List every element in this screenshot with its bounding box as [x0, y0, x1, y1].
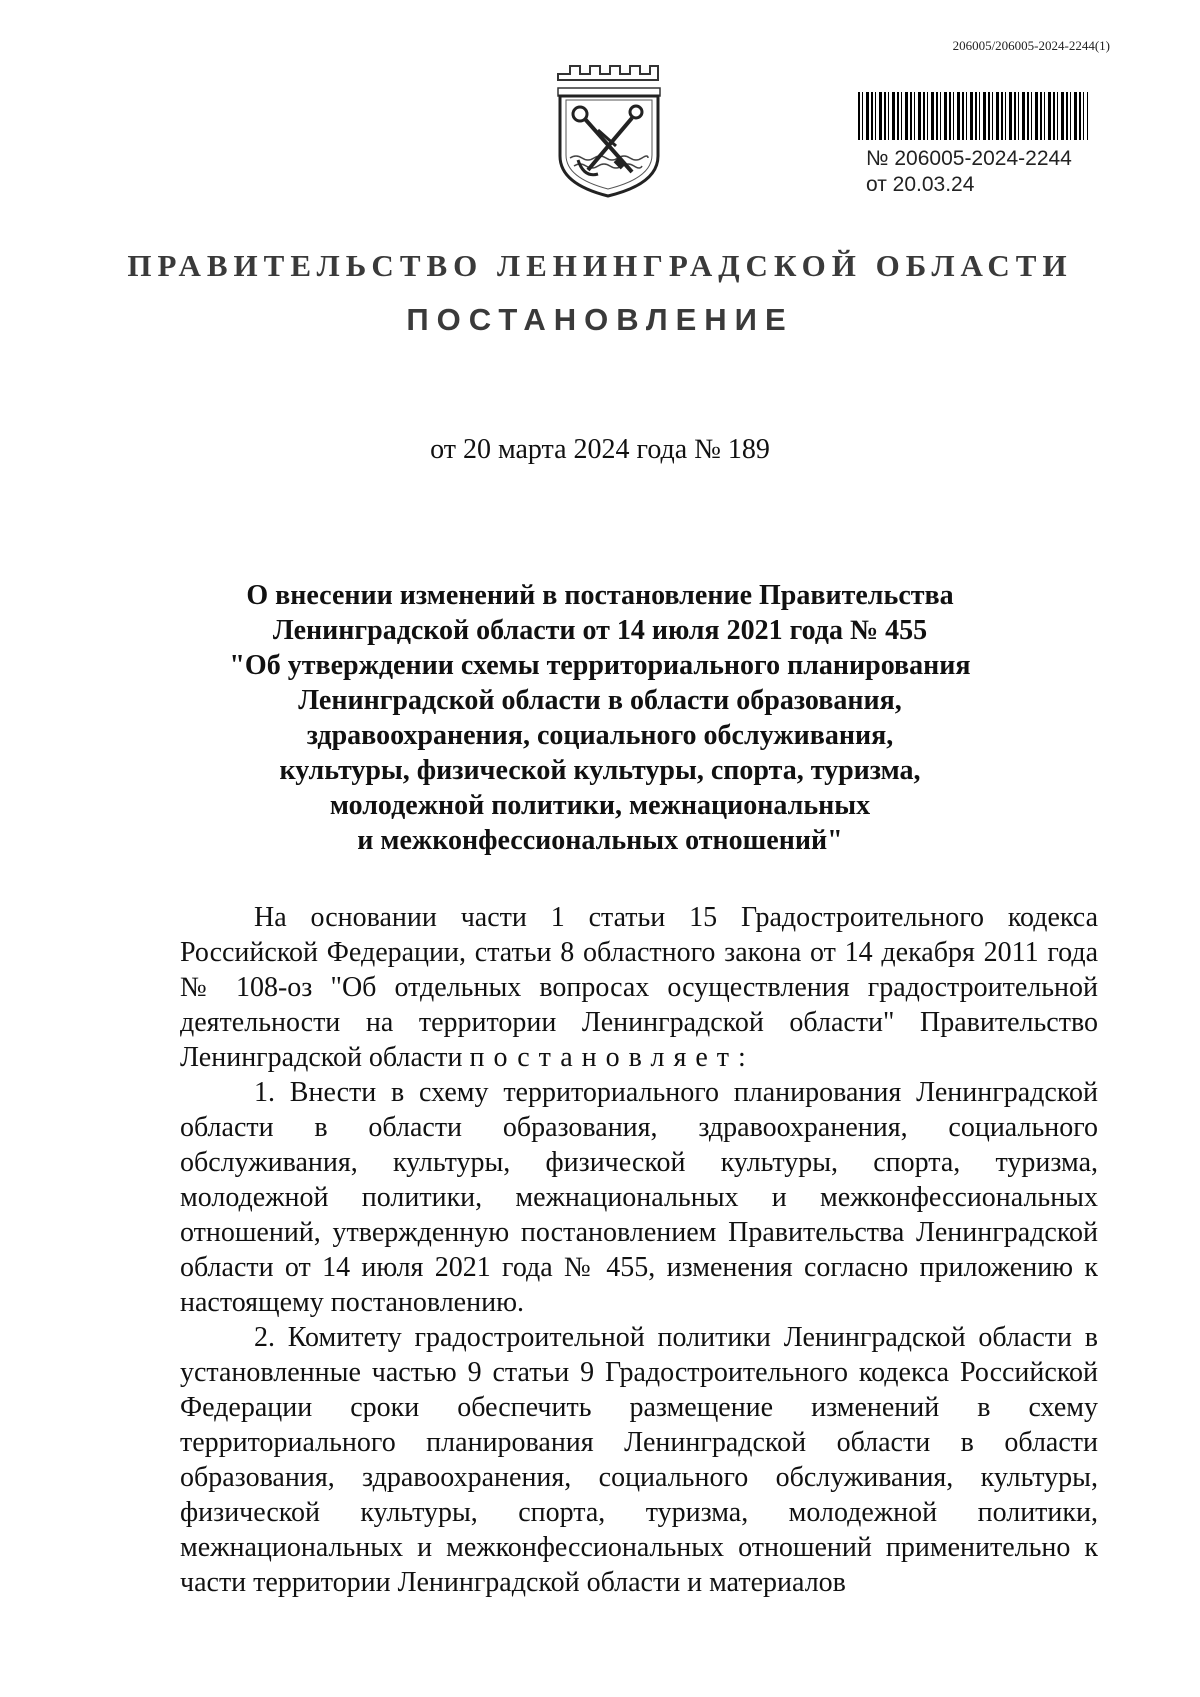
decree-body	[180, 900, 1098, 1600]
subject-line: и межконфессиональных отношений"	[357, 825, 843, 856]
document-id: 206005/206005-2024-2244(1)	[952, 38, 1110, 53]
decree-date: от 20 марта 2024 года № 189	[430, 434, 770, 465]
resolves-word: постановляет:	[469, 1042, 755, 1073]
subject-line: О внесении изменений в постановление Правительства	[246, 580, 954, 611]
preamble-text: На основании части 1 статьи 15 Градостроительного кодекса Российской Федерации, статьи 8 областного закона от 14 декабря 2011 года № 108-оз "Об отдельных вопросах осуществления градостроительной деятельности на территории Ленинградской области" Правительство Ленинградской области	[180, 902, 1098, 1073]
item-2-paragraph: 2. Комитету градостроительной политики Ленинградской области в установленные частью 9 статьи 9 Градостроительного кодекса Российской Федерации сроки обеспечить размещение изменений в схему территориального планирования Ленинградской области в области образования, здравоохранения, социального обслуживания, культуры, физической культуры, спорта, туризма, молодежной политики, межнациональных и межконфессиональных отношений применительно к части территории Ленинградской области и материалов	[180, 1322, 1098, 1598]
government-title: ПРАВИТЕЛЬСТВО ЛЕНИНГРАДСКОЙ ОБЛАСТИ	[127, 248, 1073, 283]
registration-date: от 20.03.24	[866, 173, 975, 196]
registration-number: № 206005-2024-2244	[866, 147, 1072, 170]
subject-line: Ленинградской области от 14 июля 2021 года № 455	[272, 615, 928, 646]
subject-line: молодежной политики, межнациональных	[329, 790, 871, 821]
item-1-paragraph: 1. Внести в схему территориального планирования Ленинградской области в области образования, здравоохранения, социального обслуживания, культуры, физической культуры, спорта, туризма, молодежной политики, межнациональных и межконфессиональных отношений, утвержденную постановлением Правительства Ленинградской области от 14 июля 2021 года № 455, изменения согласно приложению к настоящему постановлению.	[180, 1077, 1098, 1318]
subject-line: "Об утверждении схемы территориального планирования	[229, 650, 971, 681]
subject-line: культуры, физической культуры, спорта, туризма,	[279, 755, 921, 786]
decree-subject	[200, 578, 1000, 858]
subject-line: Ленинградской области в области образования,	[298, 685, 902, 716]
preamble-paragraph	[180, 900, 1098, 1075]
barcode	[858, 92, 1088, 140]
decree-title: ПОСТАНОВЛЕНИЕ	[406, 302, 794, 337]
subject-line: здравоохранения, социального обслуживания,	[306, 720, 894, 751]
registration-block	[866, 146, 1072, 198]
coat-of-arms-icon	[550, 60, 666, 200]
